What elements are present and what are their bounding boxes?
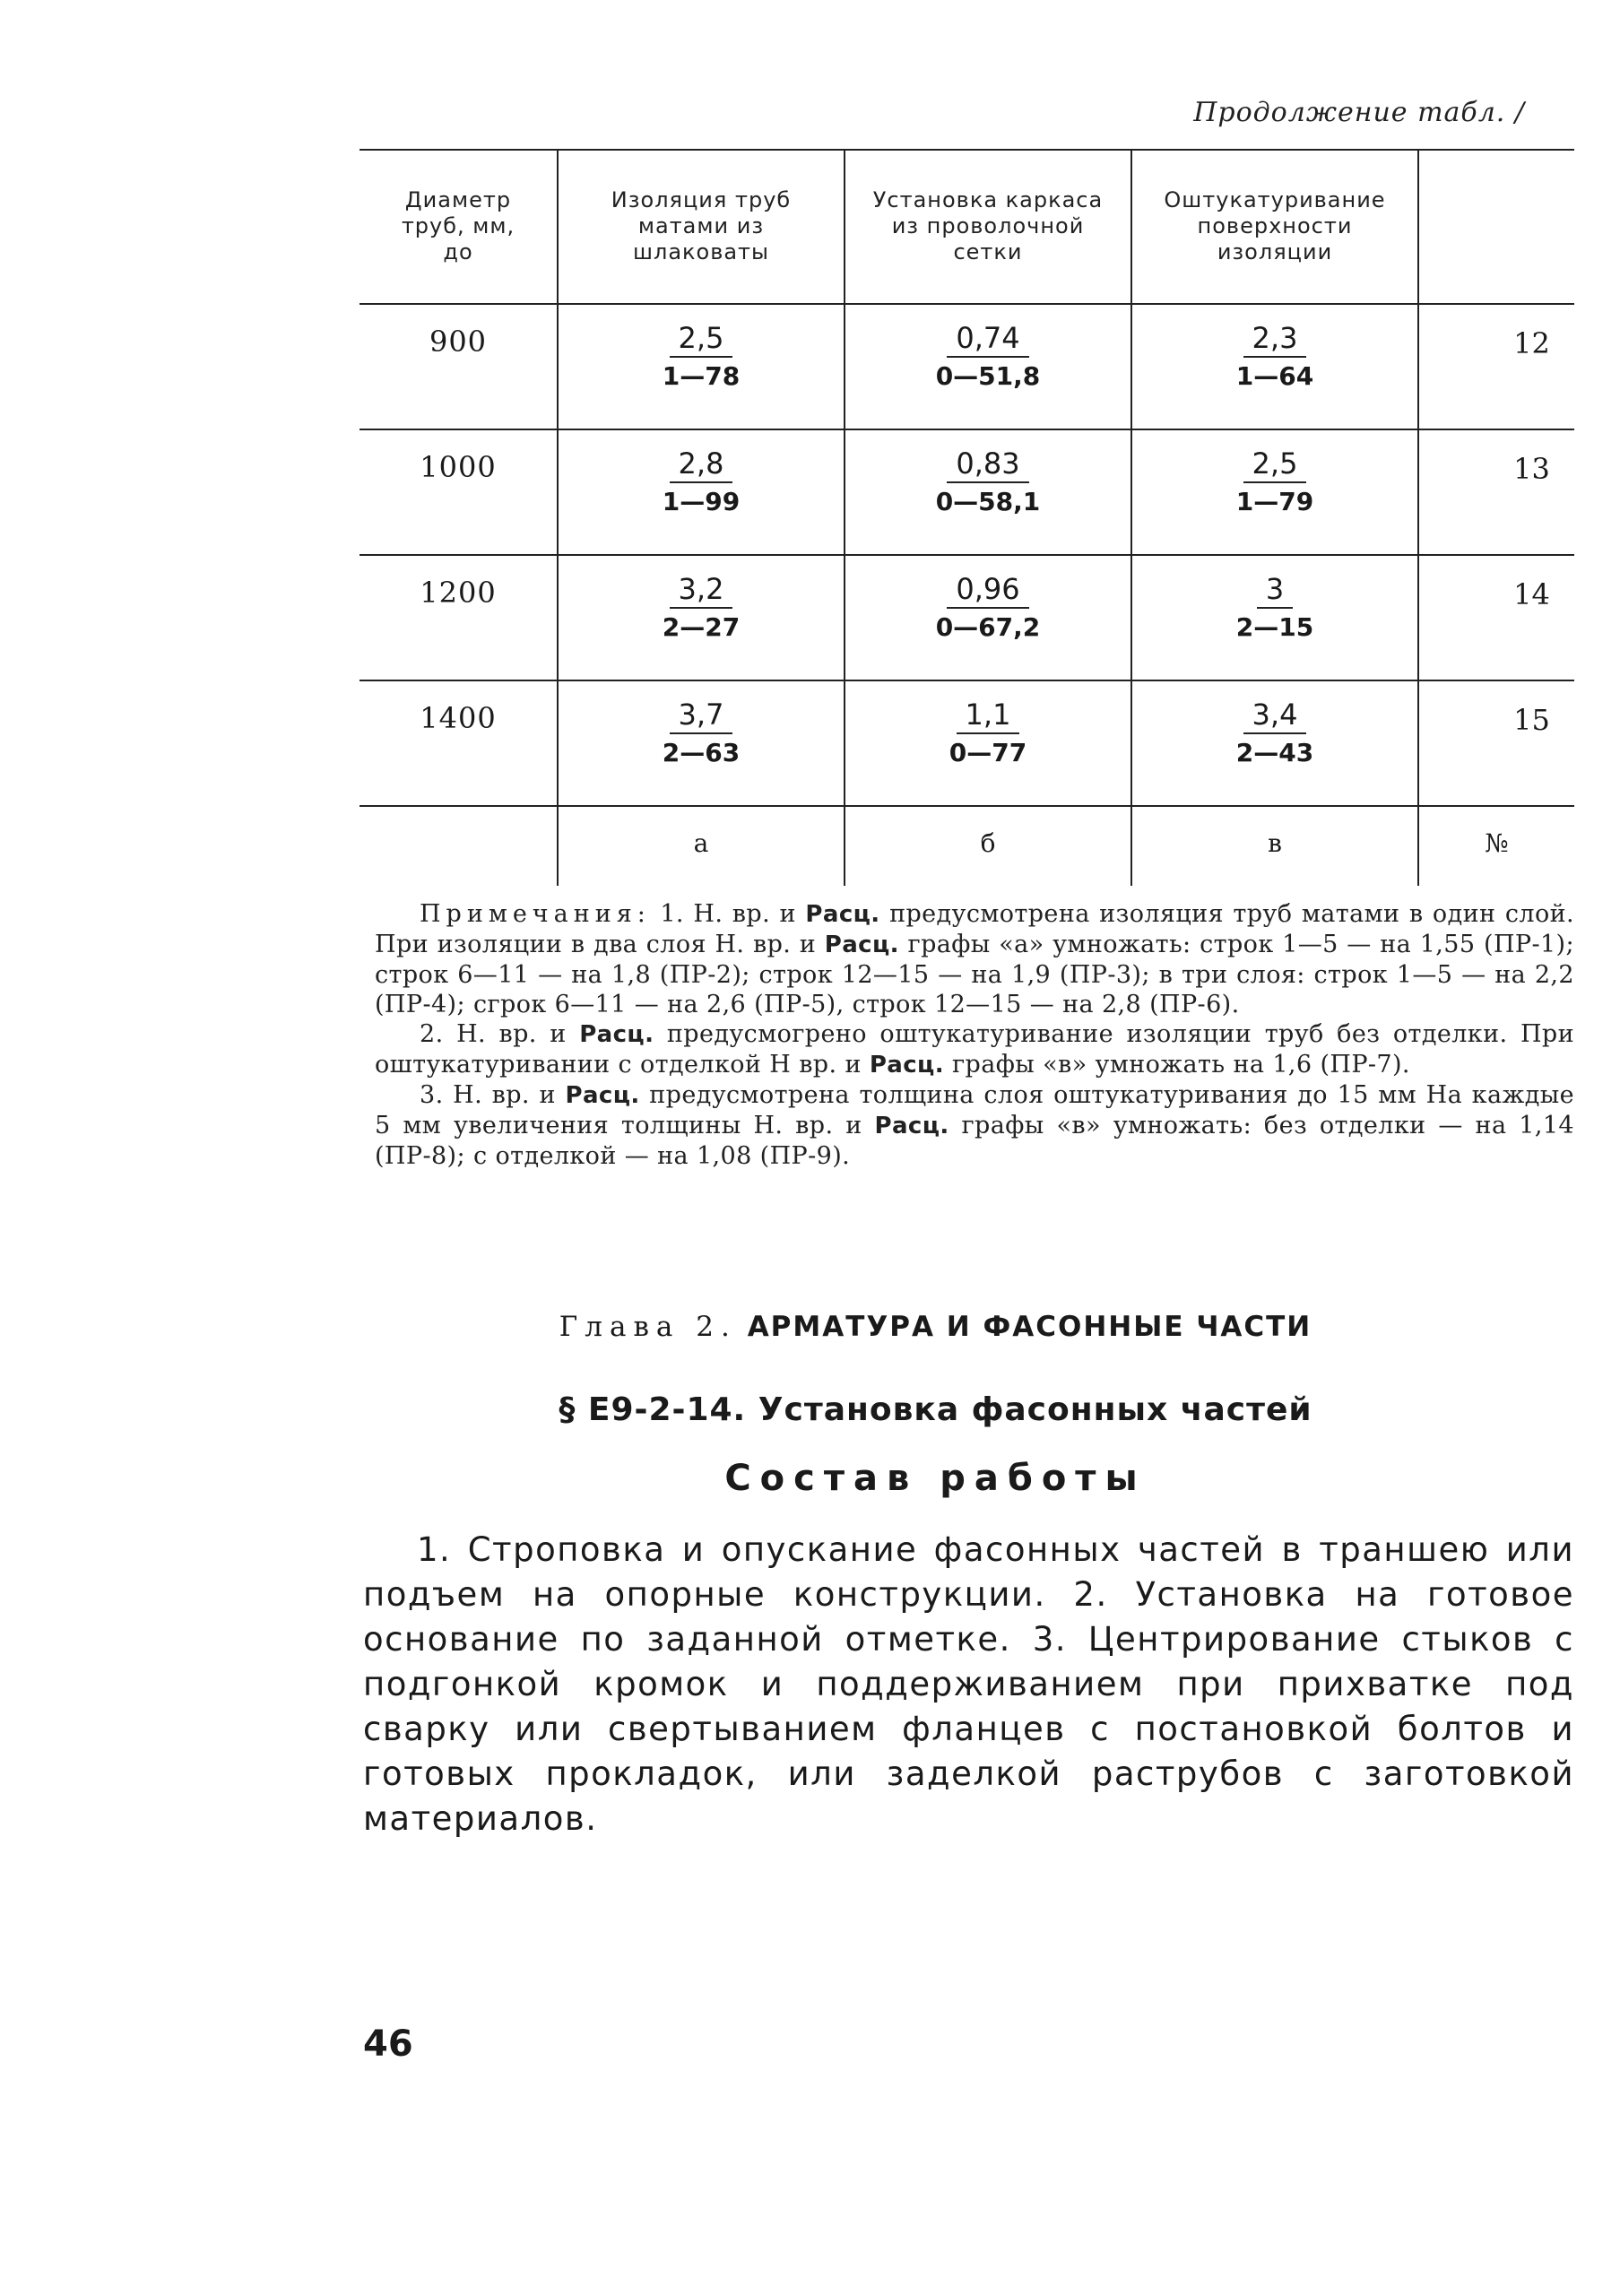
cell-fraction: $\frac{2,5}{1—78}$ xyxy=(662,321,741,391)
row-diameter: 1000 xyxy=(420,450,497,484)
work-description xyxy=(363,1528,1574,1841)
cell-fraction: $\frac{0,96}{0—67,2}$ xyxy=(935,572,1041,642)
table-continuation-label: Продолжение табл. / xyxy=(1193,97,1525,128)
cell-fraction: $\frac{2,5}{1—79}$ xyxy=(1235,446,1314,516)
note-3: 3. Н. вр. и Расц. предусмотрена толщина слоя оштукатуривания до 15 мм На каждые 5 мм увеличения толщины Н. вр. и Расц. графы «в» умножать: без отделки — на 1,14 (ПР-8); с отделкой — на 1,08 (ПР-9). xyxy=(375,1081,1574,1170)
row-diameter: 1400 xyxy=(420,701,497,735)
column-letter-b: б xyxy=(980,828,996,858)
cell-fraction: $\frac{3,2}{2—27}$ xyxy=(662,572,741,642)
row-number: 12 xyxy=(1513,326,1550,360)
note-2: 2. Н. вр. и Расц. предусмогрено оштукатуривание изоляции труб без отделки. При оштукатуривании с отделкой Н вр. и Расц. графы «в» умножать на 1,6 (ПР-7). xyxy=(375,1020,1574,1079)
section-heading: § Е9-2-14. Установка фасонных частей xyxy=(559,1391,1312,1428)
note-1: Примечания: 1. Н. вр. и Расц. предусмотрена изоляция труб матами в один слой. При изоляции в два слоя Н. вр. и Расц. графы «а» умножать: строк 1—5 — на 1,55 (ПР-1); строк 6—11 — на 1,8 (ПР-2); строк 12—15 — на 1,9 (ПР-3); в три слоя: строк 1—5 — на 2,2 (ПР-4); сгрок 6—11 — на 2,6 (ПР-5), строк 12—15 — на 2,8 (ПР-6). xyxy=(375,900,1574,1018)
column-number-sign: № xyxy=(1485,828,1509,858)
page-number: 46 xyxy=(363,2023,413,2065)
chapter-heading: Глава 2. АРМАТУРА И ФАСОННЫЕ ЧАСТИ xyxy=(559,1311,1312,1343)
header-diameter: Диаметр труб, мм, до xyxy=(401,186,515,264)
header-insulation: Изоляция труб матами из шлаковаты xyxy=(611,186,792,264)
row-number: 15 xyxy=(1513,703,1550,737)
work-description-text: 1. Строповка и опускание фасонных частей в траншею или подъем на опорные конструкции. 2. Установка на готовое основание по заданной отметке. 3. Центрирование стыков с подгонкой кромок и поддерживанием при прихватке под сварку или свертыванием фланцев с постановкой болтов и готовых прокладок, или заделкой раструбов с заготовкой материалов. xyxy=(363,1530,1574,1838)
cell-fraction: $\frac{3,7}{2—63}$ xyxy=(662,697,741,767)
cell-fraction: $\frac{3,4}{2—43}$ xyxy=(1235,697,1314,767)
header-frame: Установка каркаса из проволочной сетки xyxy=(872,186,1104,264)
cell-fraction: $\frac{2,3}{1—64}$ xyxy=(1235,321,1314,391)
header-plastering: Оштукатуривание поверхности изоляции xyxy=(1164,186,1386,264)
row-number: 14 xyxy=(1513,577,1550,611)
subsection-heading: Состав работы xyxy=(724,1458,1147,1499)
column-letter-a: а xyxy=(693,828,709,858)
cell-fraction: $\frac{1,1}{0—77}$ xyxy=(949,697,1027,767)
norms-table xyxy=(360,149,1574,886)
row-number: 13 xyxy=(1513,452,1550,486)
column-letter-v: в xyxy=(1268,828,1282,858)
cell-fraction: $\frac{0,74}{0—51,8}$ xyxy=(935,321,1041,391)
cell-fraction: $\frac{3}{2—15}$ xyxy=(1235,572,1314,642)
cell-fraction: $\frac{0,83}{0—58,1}$ xyxy=(935,446,1041,516)
row-diameter: 900 xyxy=(429,325,488,359)
cell-fraction: $\frac{2,8}{1—99}$ xyxy=(662,446,741,516)
table-notes xyxy=(375,899,1574,1171)
row-diameter: 1200 xyxy=(420,576,497,610)
